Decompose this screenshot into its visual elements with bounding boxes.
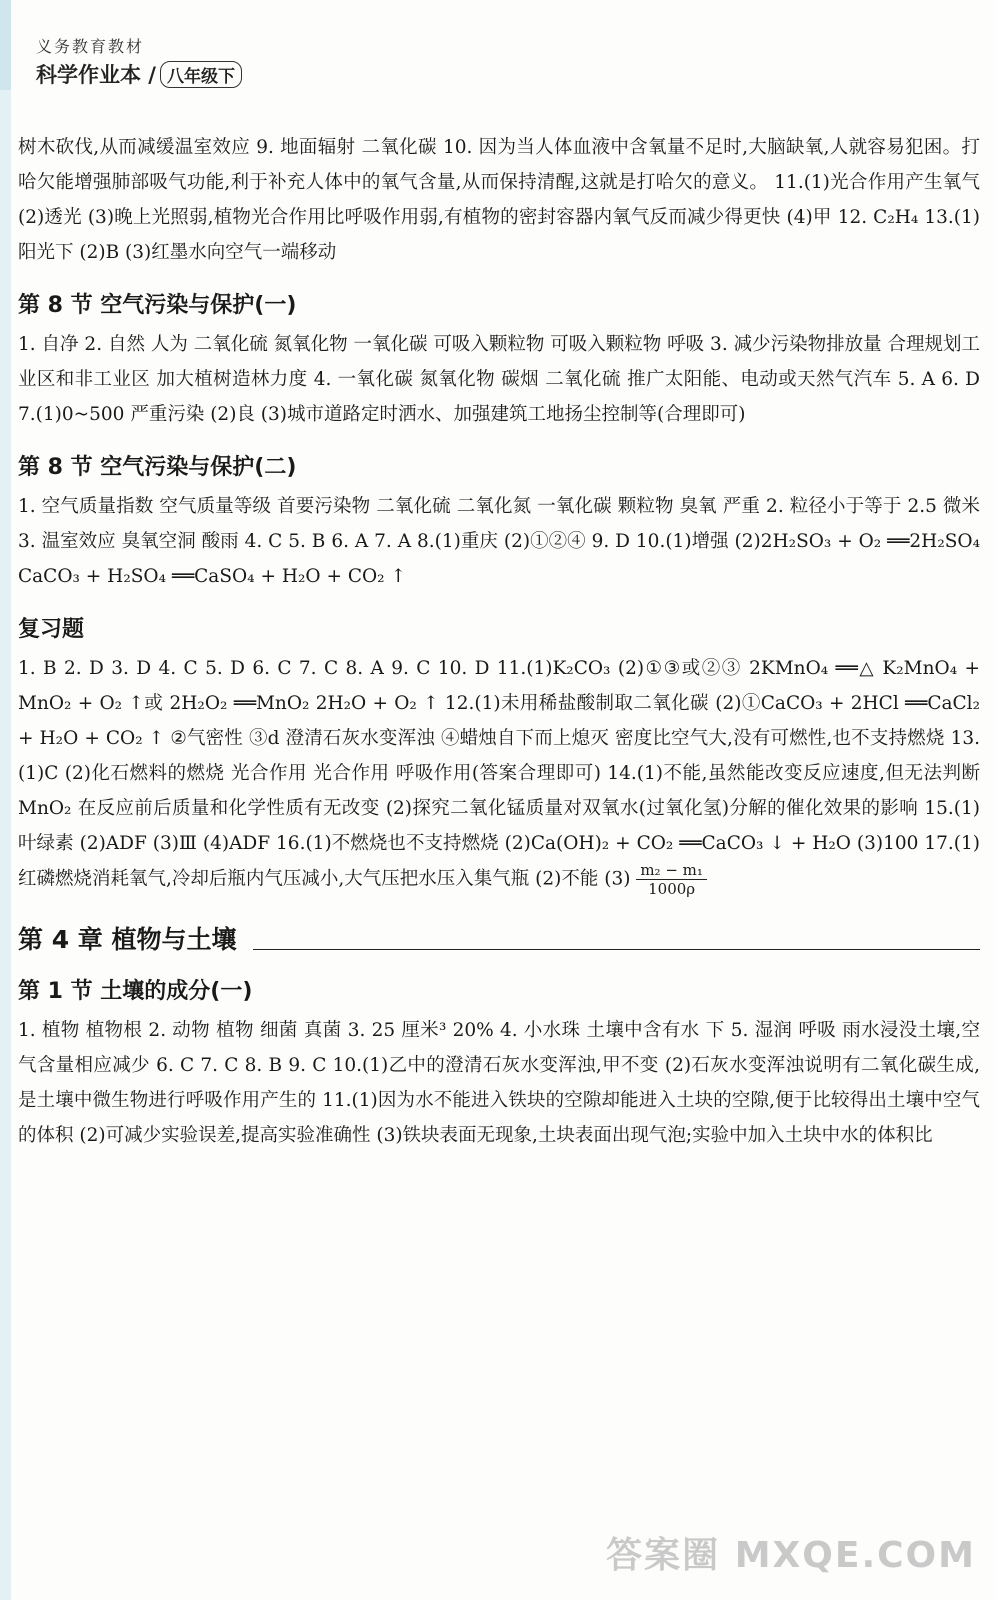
- fraction-numerator: m₂ − m₁: [636, 861, 707, 880]
- chapter-title: 第 4 章 植物与土壤: [18, 925, 237, 954]
- section-heading: 第 1 节 土壤的成分(一): [18, 979, 253, 1004]
- review-answers: 1. B 2. D 3. D 4. C 5. D 6. C 7. C 8. A 9. C 10. D 11.(1)K₂CO₃ (2)①③或②③ 2KMnO₄ ══△ K₂MnO₄ + MnO₂ + O₂ ↑或 2H₂O₂ ══MnO₂ 2H₂O + O₂ ↑ 12.(1)未用稀盐酸制取二氧化碳 (2)①CaCO₃ + 2HCl ══CaCl₂ + H₂O + CO₂ ↑ ②气密性 ③d 澄清石灰水变浑浊 ④蜡烛自下而上熄灭 密度比空气大,没有可燃性,也不支持燃烧 13.(1)C (2)化石燃料的燃烧 光合作用 光合作用 呼吸作用(答案合理即可) 14.(1)不能,虽然能改变反应速度,但无法判断 MnO₂ 在反应前后质量和化学性质有无改变 (2)探究二氧化锰质量对双氧水(过氧化氢)分解的催化效果的影响 15.(1)叶绿素 (2)ADF (3)Ⅲ (4)ADF 16.(1)不燃烧也不支持燃烧 (2)Ca(OH)₂ + CO₂ ══CaCO₃ ↓ + H₂O (3)100 17.(1)红磷燃烧消耗氧气,冷却后瓶内气压减小,大气压把水压入集气瓶 (2)不能 (3): [18, 658, 980, 890]
- grade-badge: 八年级下: [160, 61, 242, 88]
- chapter-rule: [253, 949, 980, 950]
- answer-content: [18, 130, 980, 1153]
- series-title: 义务教育教材: [36, 37, 145, 56]
- fraction-formula: [636, 861, 707, 898]
- section-heading: 第 8 节 空气污染与保护(一): [18, 293, 297, 318]
- running-header: [36, 34, 242, 89]
- answer-paragraph: 1. 植物 植物根 2. 动物 植物 细菌 真菌 3. 25 厘米³ 20% 4. 小水珠 土壤中含有水 下 5. 湿润 呼吸 雨水浸没土壤,空气含量相应减少 6. C 7. C 8. B 9. C 10.(1)乙中的澄清石灰水变浑浊,甲不变 (2)石灰水变浑浊说明有二氧化碳生成,是土壤中微生物进行呼吸作用产生的 11.(1)因为水不能进入铁块的空隙却能进入土块的空隙,便于比较得出土壤中空气的体积 (2)可减少实验误差,提高实验准确性 (3)铁块表面无现象,土块表面出现气泡;实验中加入土块中水的体积比: [18, 1020, 980, 1146]
- page-edge-strip: [0, 0, 11, 1600]
- page-edge-strip-top: [0, 0, 11, 90]
- section-heading: 复习题: [18, 617, 85, 642]
- answer-paragraph: 1. 自净 2. 自然 人为 二氧化硫 氮氧化物 一氧化碳 可吸入颗粒物 可吸入颗粒物 呼吸 3. 减少污染物排放量 合理规划工业区和非工业区 加大植树造林力度 4. 一氧化碳 氮氧化物 碳烟 二氧化硫 推广太阳能、电动或天然气汽车 5. A 6. D 7.(1)0~500 严重污染 (2)良 (3)城市道路定时洒水、加强建筑工地扬尘控制等(合理即可): [18, 334, 980, 425]
- answer-paragraph: [18, 651, 980, 898]
- answer-paragraph: 1. 空气质量指数 空气质量等级 首要污染物 二氧化硫 二氧化氮 一氧化碳 颗粒物 臭氧 严重 2. 粒径小于等于 2.5 微米 3. 温室效应 臭氧空洞 酸雨 4. C 5. B 6. A 7. A 8.(1)重庆 (2)①②④ 9. D 10.(1)增强 (2)2H₂SO₃ + O₂ ══2H₂SO₄ CaCO₃ + H₂SO₄ ══CaSO₄ + H₂O + CO₂ ↑: [18, 496, 980, 587]
- fraction-denominator: 1000ρ: [648, 880, 696, 898]
- watermark-logo: 答案圈 MXQE.COM: [606, 1535, 976, 1576]
- book-title: [36, 59, 242, 89]
- answer-paragraph: 树木砍伐,从而减缓温室效应 9. 地面辐射 二氧化碳 10. 因为当人体血液中含氧量不足时,大脑缺氧,人就容易犯困。打哈欠能增强肺部吸气功能,利于补充人体中的氧气含量,从而保持清醒,这就是打哈欠的意义。 11.(1)光合作用产生氧气 (2)透光 (3)晚上光照弱,植物光合作用比呼吸作用弱,有植物的密封容器内氧气反而减少得更快 (4)甲 12. C₂H₄ 13.(1)阳光下 (2)B (3)红墨水向空气一端移动: [18, 137, 980, 263]
- chapter-heading: [18, 920, 980, 956]
- section-heading: 第 8 节 空气污染与保护(二): [18, 455, 297, 480]
- book-name: 科学作业本 /: [36, 63, 156, 87]
